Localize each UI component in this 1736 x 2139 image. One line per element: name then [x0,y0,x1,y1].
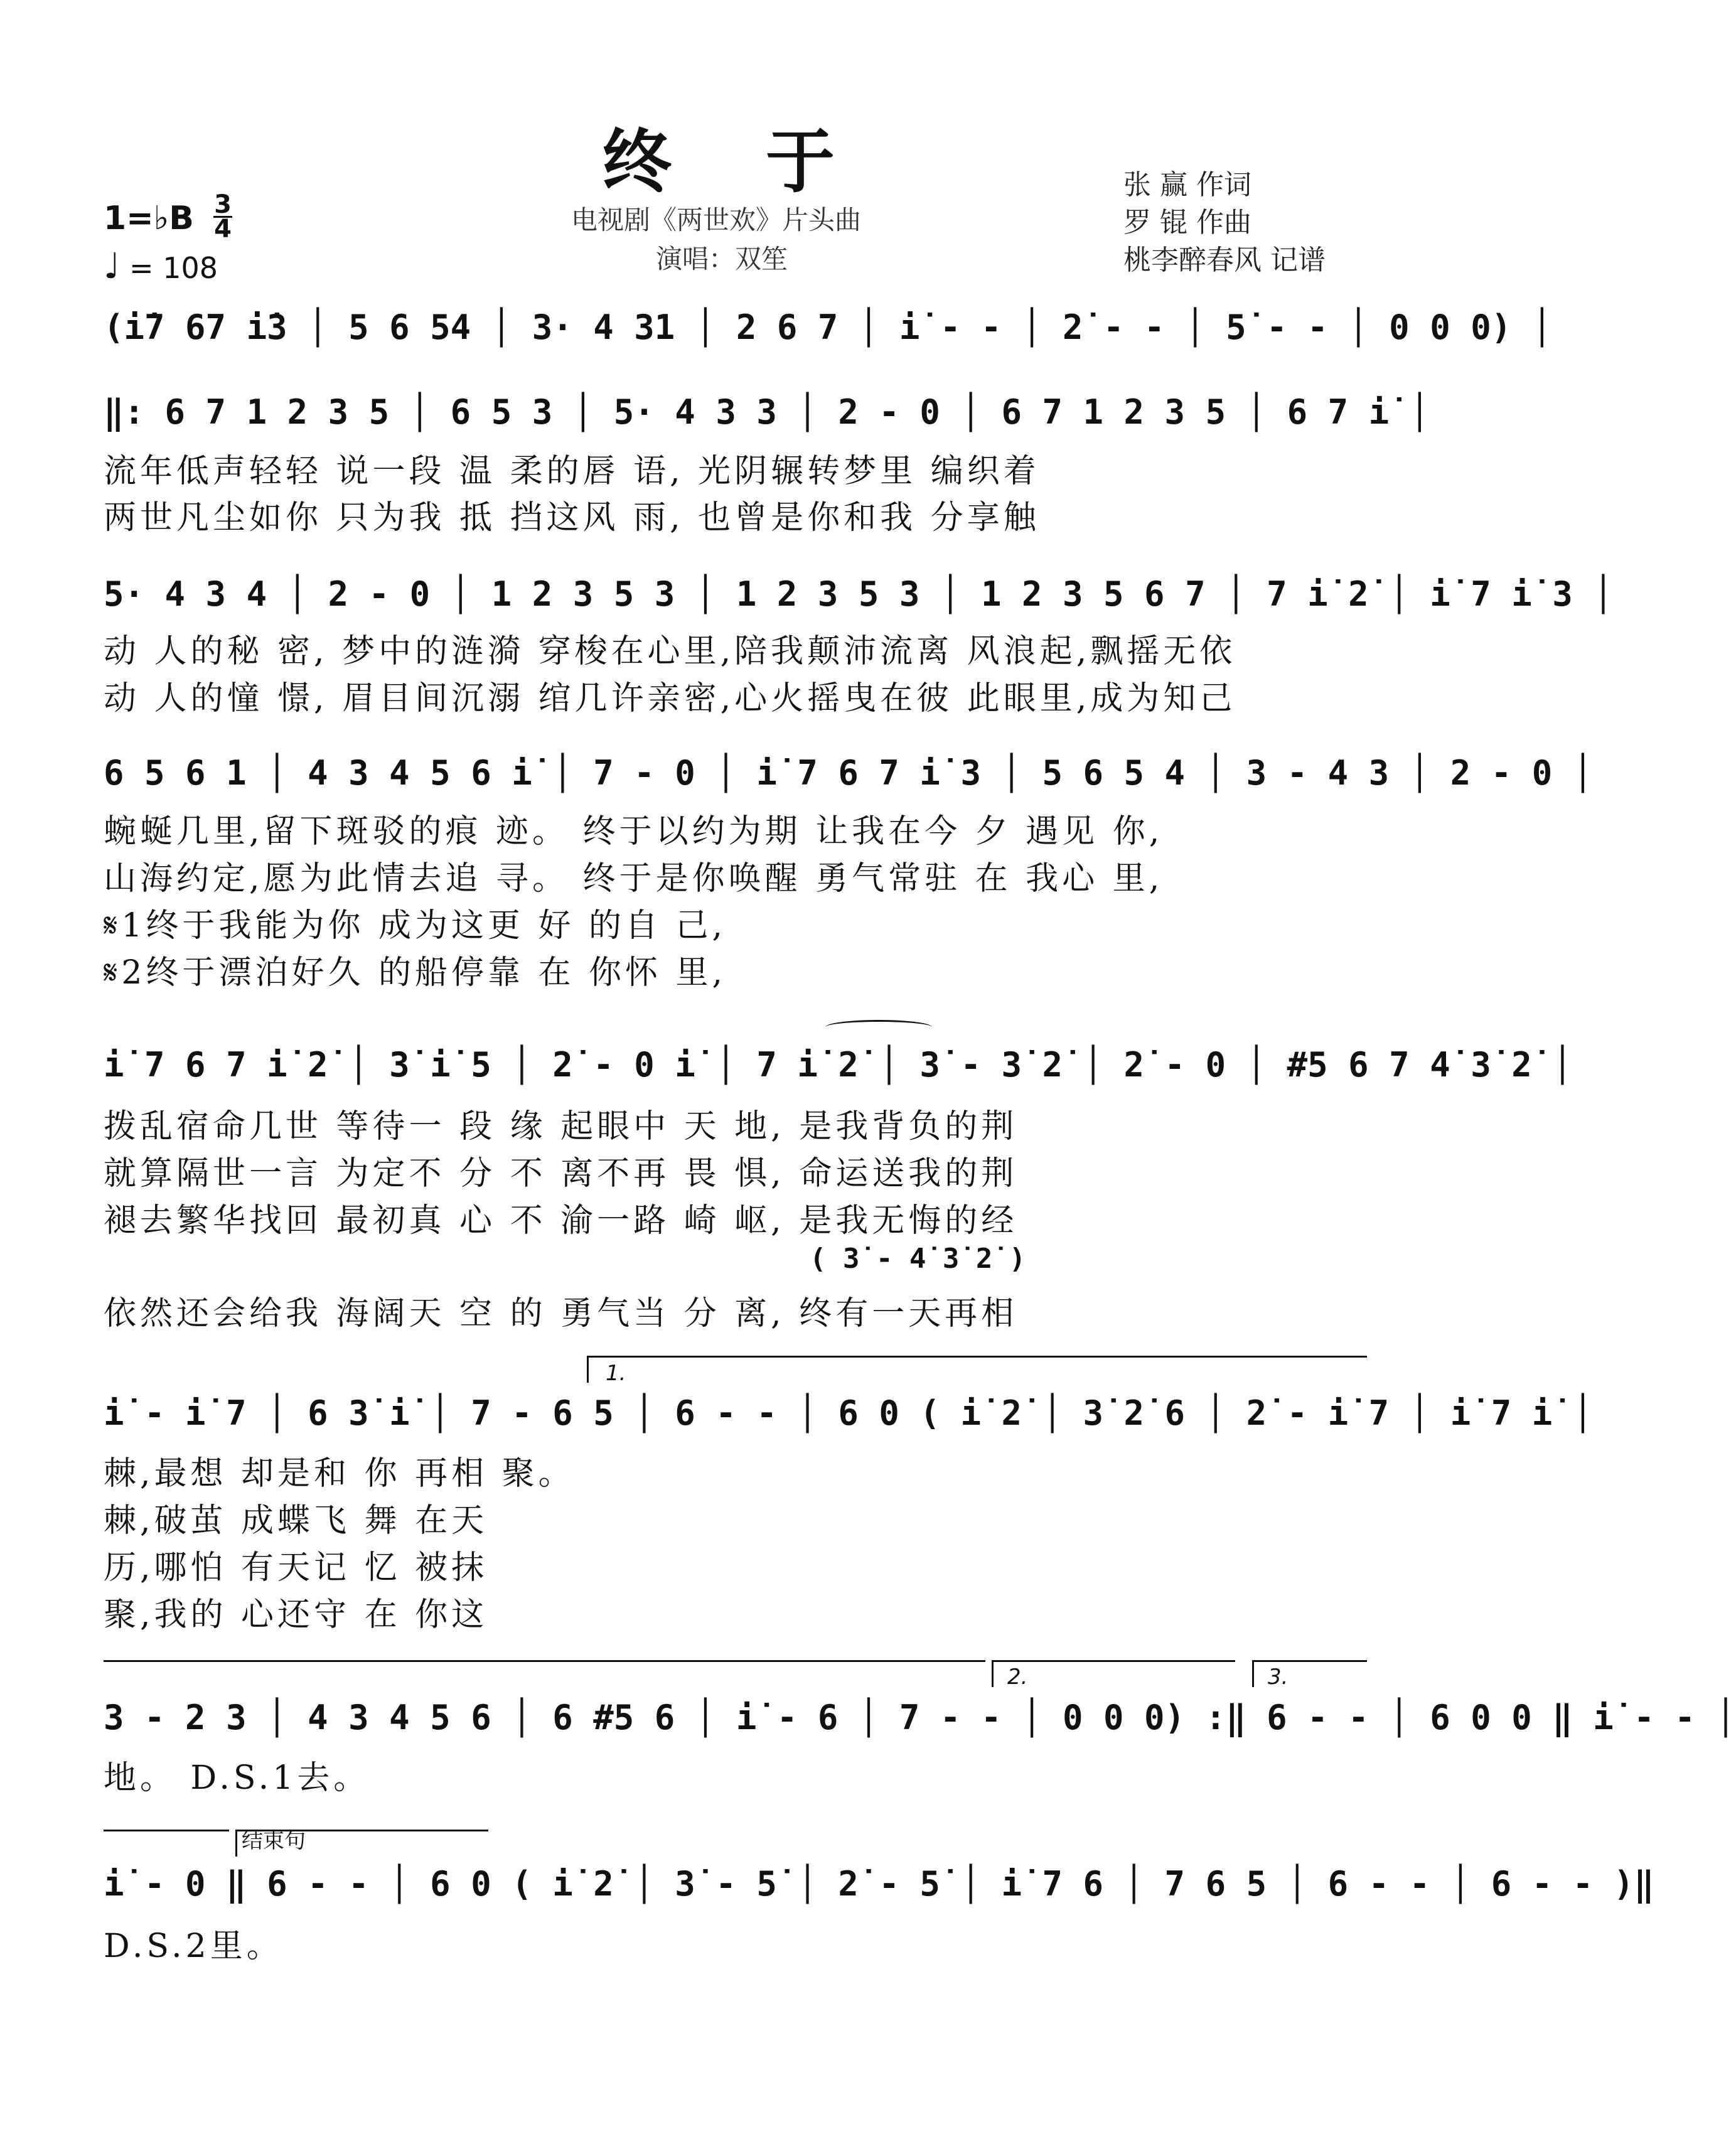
time-signature [213,190,232,244]
meter-top: 3 [214,190,232,219]
system-8-notes: i̇ - 0 ‖ 6 - - │ 6 0 ( i̇ 2̇ │ 3̇ - 5̇ │ 2̇ - 5̇ │ i̇ 7 6 │ 7 6 5 │ 6 - - │ 6 - - )‖ [104,1864,1654,1904]
system-4-lyric-4: 𝄋2终于漂泊好久 的船停靠 在 你怀 里, [104,954,727,992]
system-5-lyric-2: 就算隔世一言 为定不 分 不 离不再 畏 惧, 命运送我的荆 [104,1155,1018,1193]
system-4-notes: 6 5 6 1 │ 4 3 4 5 6 i̇ │ 7 - 0 │ i̇ 7 6 7 i̇ 3 │ 5 6 5 4 │ 3 - 4 3 │ 2 - 0 │ [104,753,1594,793]
third-ending-continuation [104,1830,229,1857]
system-3-notes: 5· 4 3 4 │ 2 - 0 │ 1 2 3 5 3 │ 1 2 3 5 3 │ 1 2 3 5 6 7 │ 7 i̇ 2̇ │ i̇ 7 i̇ 3 │ [104,574,1614,614]
tempo-value: = 108 [129,251,218,285]
performer: 演唱：双笙 [656,244,788,274]
system-6-lyric-2: 棘,破茧 成蝶飞 舞 在天 [104,1502,488,1540]
alternate-notes: ( 3̇ - 4̇ 3̇ 2̇ ) [810,1243,1026,1275]
third-ending-label: 3. [1268,1665,1289,1690]
system-5-notes: i̇ 7 6 7 i̇ 2̇ │ 3̇ i̇ 5 │ 2̇ - 0 i̇ │ 7 i̇ 2̇ │ 3̇ - 3̇ 2̇ │ 2̇ - 0 │ #5 6 7 4̇ 3̇ 2̇ │ [104,1045,1573,1085]
transcriber-credit: 桃李醉春风 记谱 [1123,244,1326,276]
tempo-marking [104,246,218,287]
system-3-lyric-1: 动 人的秘 密, 梦中的涟漪 穿梭在心里,陪我颠沛流离 风浪起,飘摇无依 [104,633,1236,670]
composer-credit: 罗 锟 作曲 [1123,206,1251,239]
system-6-notes: i̇ - i̇ 7 │ 6 3̇ i̇ │ 7 - 6 5 │ 6 - - │ 6 0 ( i̇ 2̇ │ 3̇ 2̇ 6 │ 2̇ - i̇ 7 │ i̇ 7 i̇ │ [104,1393,1594,1433]
second-ending-label: 2. [1007,1665,1028,1690]
system-5-lyric-1: 拨乱宿命几世 等待一 段 缘 起眼中 天 地, 是我背负的荆 [104,1108,1018,1145]
coda-label: 结束句 [242,1828,306,1853]
system-4-lyric-1: 蜿蜒几里,留下斑驳的痕 迹。 终于以约为期 让我在今 夕 遇见 你, [104,813,1164,850]
tie-mark [825,1020,932,1034]
key-signature: 1=♭B [104,200,194,237]
meter-bottom: 4 [214,215,232,244]
system-1-notes: (i̇7 67 i̇3 │ 5 6 54 │ 3· 4 31 │ 2 6 7 │ i̇ - - │ 2̇ - - │ 5̇ - - │ 0 0 0) │ [104,308,1553,347]
system-6-lyric-3: 历,哪怕 有天记 忆 被抹 [104,1549,488,1587]
first-ending-continuation [104,1660,985,1687]
system-7-lyric: 地。 D.S.1去。 [104,1759,370,1797]
system-6-lyric-1: 棘,最想 却是和 你 再相 聚。 [104,1455,575,1493]
quarter-note-icon: ♩ [104,246,121,287]
system-2-lyric-1: 流年低声轻轻 说一段 温 柔的唇 语, 光阴辗转梦里 编织着 [104,453,1040,490]
system-6-lyric-4: 聚,我的 心还守 在 你这 [104,1596,488,1634]
lyricist-credit: 张 赢 作词 [1123,169,1251,201]
system-5-lyric-4: 依然还会给我 海阔天 空 的 勇气当 分 离, 终有一天再相 [104,1295,1018,1332]
song-subtitle: 电视剧《两世欢》片头曲 [571,205,862,235]
page-title: 终于 [603,121,929,202]
second-ending-bracket [992,1660,1235,1687]
first-ending-bracket [587,1356,1367,1383]
system-2-lyric-2: 两世凡尘如你 只为我 抵 挡这风 雨, 也曾是你和我 分享触 [104,499,1040,537]
first-ending-label: 1. [606,1361,626,1386]
system-4-lyric-2: 山海约定,愿为此情去追 寻。 终于是你唤醒 勇气常驻 在 我心 里, [104,860,1164,898]
system-4-lyric-3: 𝄋1终于我能为你 成为这更 好 的自 己, [104,907,727,945]
system-3-lyric-2: 动 人的憧 憬, 眉目间沉溺 绾几许亲密,心火摇曳在彼 此眼里,成为知己 [104,680,1236,717]
system-7-notes: 3 - 2 3 │ 4 3 4 5 6 │ 6 #5 6 │ i̇ - 6 │ 7 - - │ 0 0 0) :‖ 6 - - │ 6 0 0 ‖ i̇ - - │ [104,1698,1736,1737]
system-5-lyric-3: 褪去繁华找回 最初真 心 不 渝一路 崎 岖, 是我无悔的经 [104,1202,1018,1240]
system-2-notes: ‖: 6 7 1 2 3 5 │ 6 5 3 │ 5· 4 3 3 │ 2 - 0 │ 6 7 1 2 3 5 │ 6 7 i̇ │ [104,392,1430,432]
system-8-lyric: D.S.2里。 [104,1927,283,1965]
